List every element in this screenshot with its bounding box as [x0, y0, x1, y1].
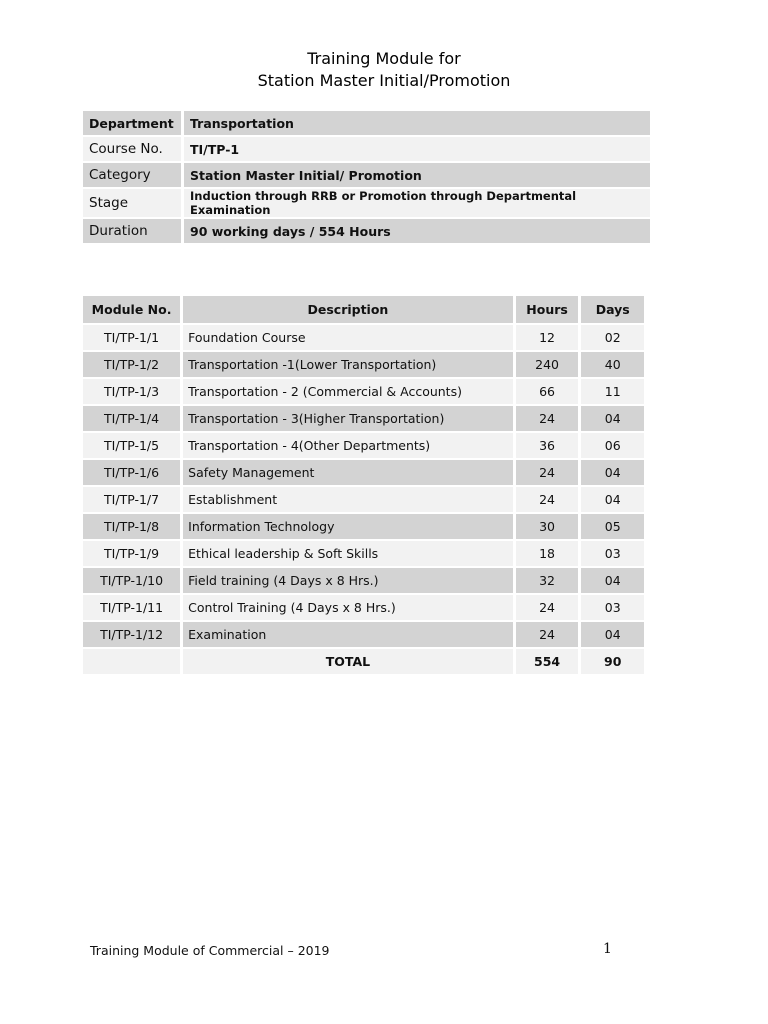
module-row: [83, 406, 644, 431]
module-no-cell: TI/TP-1/1: [83, 325, 180, 350]
description-cell: Ethical leadership & Soft Skills: [183, 541, 513, 566]
module-no-cell: TI/TP-1/7: [83, 487, 180, 512]
days-cell: 04: [581, 460, 644, 485]
module-no-cell: TI/TP-1/3: [83, 379, 180, 404]
course-info-table: [83, 109, 650, 245]
days-cell: 03: [581, 595, 644, 620]
hours-cell: 240: [516, 352, 579, 377]
module-table: [80, 294, 647, 676]
module-row: [83, 541, 644, 566]
module-row: [83, 514, 644, 539]
header-module-no: Module No.: [83, 296, 180, 323]
days-cell: 40: [581, 352, 644, 377]
info-label: Duration: [83, 219, 184, 243]
module-row: [83, 622, 644, 647]
info-value: Station Master Initial/ Promotion: [184, 163, 650, 187]
info-row-category: [83, 163, 650, 187]
module-row: [83, 352, 644, 377]
footer-text: Training Module of Commercial – 2019: [90, 943, 330, 958]
info-row-department: [83, 111, 650, 135]
module-no-cell: TI/TP-1/5: [83, 433, 180, 458]
info-label: Course No.: [83, 137, 184, 161]
days-cell: 02: [581, 325, 644, 350]
module-no-cell: TI/TP-1/11: [83, 595, 180, 620]
description-cell: Transportation - 3(Higher Transportation): [183, 406, 513, 431]
module-no-cell: TI/TP-1/8: [83, 514, 180, 539]
hours-cell: 30: [516, 514, 579, 539]
info-row-duration: [83, 219, 650, 243]
module-table-body: [83, 325, 644, 647]
days-cell: 03: [581, 541, 644, 566]
info-row-course-no: [83, 137, 650, 161]
total-label: TOTAL: [183, 649, 513, 674]
module-no-cell: TI/TP-1/10: [83, 568, 180, 593]
description-cell: Control Training (4 Days x 8 Hrs.): [183, 595, 513, 620]
module-row: [83, 460, 644, 485]
hours-cell: 18: [516, 541, 579, 566]
hours-cell: 12: [516, 325, 579, 350]
total-hours: 554: [516, 649, 579, 674]
info-row-stage: [83, 189, 650, 217]
header-days: Days: [581, 296, 644, 323]
days-cell: 04: [581, 568, 644, 593]
description-cell: Transportation - 2 (Commercial & Accounts): [183, 379, 513, 404]
module-row: [83, 379, 644, 404]
hours-cell: 36: [516, 433, 579, 458]
days-cell: 06: [581, 433, 644, 458]
module-no-cell: TI/TP-1/6: [83, 460, 180, 485]
module-row: [83, 325, 644, 350]
title-line-1: Training Module for: [307, 49, 461, 68]
info-value: Transportation: [184, 111, 650, 135]
module-row: [83, 487, 644, 512]
module-row: [83, 433, 644, 458]
info-label: Department: [83, 111, 184, 135]
hours-cell: 24: [516, 595, 579, 620]
days-cell: 05: [581, 514, 644, 539]
module-no-cell: TI/TP-1/4: [83, 406, 180, 431]
description-cell: Information Technology: [183, 514, 513, 539]
hours-cell: 24: [516, 460, 579, 485]
page-number: 1: [603, 941, 612, 957]
total-days: 90: [581, 649, 644, 674]
hours-cell: 24: [516, 406, 579, 431]
module-table-header: [83, 296, 644, 323]
days-cell: 04: [581, 406, 644, 431]
days-cell: 04: [581, 622, 644, 647]
module-no-cell: TI/TP-1/12: [83, 622, 180, 647]
description-cell: Safety Management: [183, 460, 513, 485]
description-cell: Establishment: [183, 487, 513, 512]
description-cell: Transportation -1(Lower Transportation): [183, 352, 513, 377]
total-module-cell: [83, 649, 180, 674]
description-cell: Examination: [183, 622, 513, 647]
description-cell: Field training (4 Days x 8 Hrs.): [183, 568, 513, 593]
module-row: [83, 595, 644, 620]
hours-cell: 24: [516, 487, 579, 512]
days-cell: 11: [581, 379, 644, 404]
days-cell: 04: [581, 487, 644, 512]
info-value: Induction through RRB or Promotion through Departmental Examination: [184, 189, 650, 217]
module-no-cell: TI/TP-1/2: [83, 352, 180, 377]
description-cell: Foundation Course: [183, 325, 513, 350]
module-total-row: [83, 649, 644, 674]
info-value: TI/TP-1: [184, 137, 650, 161]
header-description: Description: [183, 296, 513, 323]
hours-cell: 24: [516, 622, 579, 647]
module-no-cell: TI/TP-1/9: [83, 541, 180, 566]
hours-cell: 66: [516, 379, 579, 404]
info-label: Category: [83, 163, 184, 187]
info-value: 90 working days / 554 Hours: [184, 219, 650, 243]
document-title: [0, 48, 768, 92]
module-row: [83, 568, 644, 593]
header-hours: Hours: [516, 296, 579, 323]
title-line-2: Station Master Initial/Promotion: [257, 71, 511, 90]
hours-cell: 32: [516, 568, 579, 593]
info-label: Stage: [83, 189, 184, 217]
description-cell: Transportation - 4(Other Departments): [183, 433, 513, 458]
